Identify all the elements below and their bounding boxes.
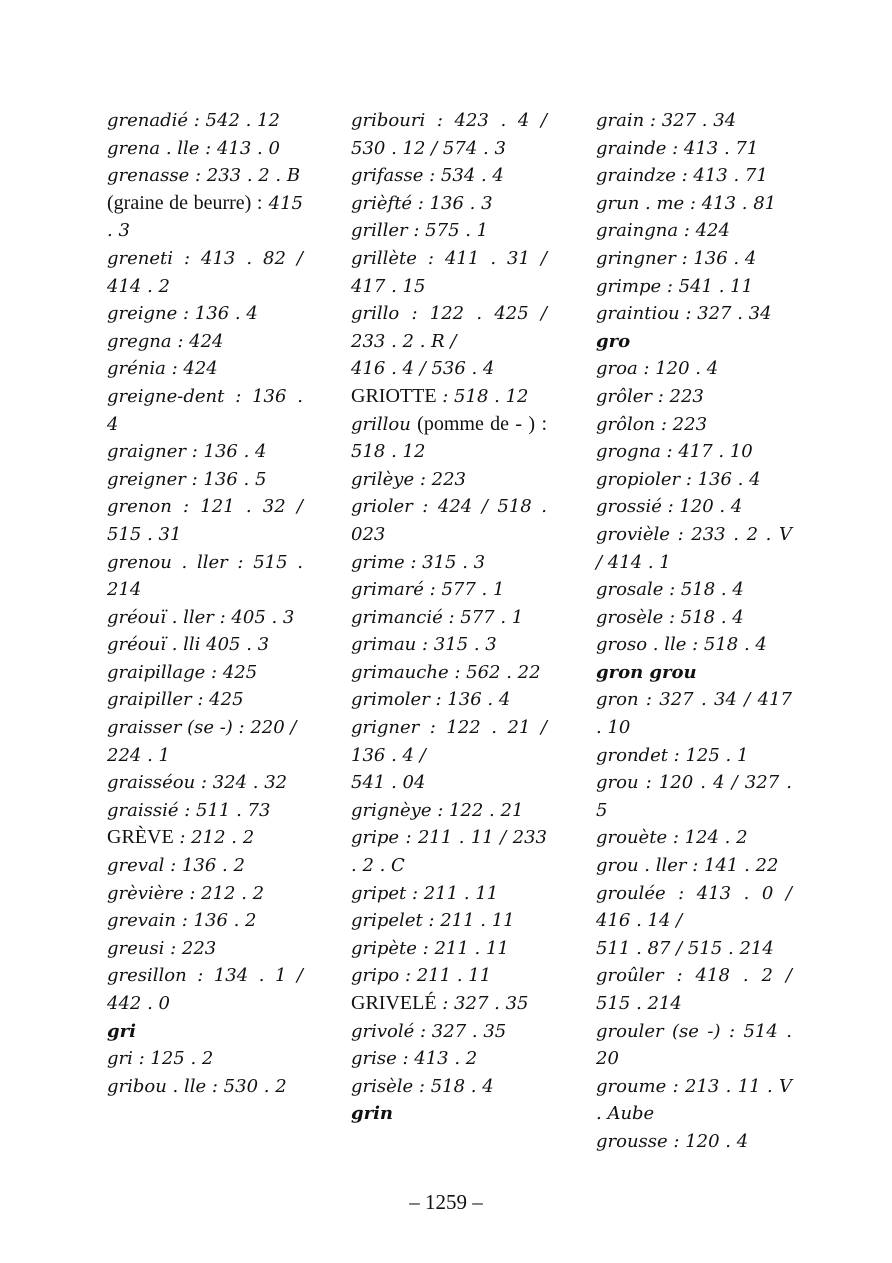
entry-gloss: (graine de beurre) : xyxy=(107,191,263,214)
index-entry xyxy=(351,686,547,714)
entry-text: greval : 136 . 2 xyxy=(107,855,245,877)
index-entry xyxy=(107,631,303,659)
index-entry xyxy=(596,466,792,494)
entry-term-caps: GRIOTTE xyxy=(351,384,437,407)
index-entry xyxy=(107,355,303,383)
entry-text: grimaré : 577 . 1 xyxy=(351,579,505,601)
index-entry xyxy=(107,190,303,245)
entry-text: grénia : 424 xyxy=(107,358,218,380)
entry-text: greneti : 413 . 82 / 414 . 2 xyxy=(107,247,303,297)
entry-text: gri : 125 . 2 xyxy=(107,1048,214,1070)
entry-text: grimauche : 562 . 22 xyxy=(351,661,541,683)
entry-text: grogna : 417 . 10 xyxy=(596,441,753,463)
index-entry xyxy=(596,300,792,328)
entry-text: graisséou : 324 . 32 xyxy=(107,772,288,794)
index-entry xyxy=(107,328,303,356)
entry-text: grilèye : 223 xyxy=(351,468,466,490)
entry-text: grimancié : 577 . 1 xyxy=(351,606,524,628)
entry-text: groume : 213 . 11 . V . Aube xyxy=(596,1075,792,1125)
entry-text: grifasse : 534 . 4 xyxy=(351,165,504,187)
column-3 xyxy=(596,107,792,1156)
entry-text: grimoler : 136 . 4 xyxy=(351,689,511,711)
index-entry xyxy=(107,1073,303,1101)
entry-text: greigner : 136 . 5 xyxy=(107,468,267,490)
index-entry xyxy=(351,549,547,577)
index-entry xyxy=(596,162,792,190)
index-entry xyxy=(107,742,303,770)
index-entry xyxy=(107,135,303,163)
entry-text: gribouri : 423 . 4 / 530 . 12 / 574 . 3 xyxy=(351,110,547,159)
entry-text: grevain : 136 . 2 xyxy=(107,910,257,932)
index-entry xyxy=(596,135,792,163)
index-entry xyxy=(596,824,792,852)
index-entry xyxy=(351,190,547,218)
entry-text: gribou . lle : 530 . 2 xyxy=(107,1075,287,1097)
index-entry xyxy=(596,576,792,604)
entry-text: gregna : 424 xyxy=(107,330,224,352)
entry-text: grainde : 413 . 71 xyxy=(596,137,759,159)
index-entry xyxy=(596,1128,792,1156)
index-entry xyxy=(107,686,303,714)
index-entry xyxy=(596,935,792,963)
index-entry xyxy=(596,604,792,632)
entry-text: gropioler : 136 . 4 xyxy=(596,468,761,490)
entry-text: grimpe : 541 . 11 xyxy=(596,275,754,297)
entry-text: grôlon : 223 xyxy=(596,413,708,435)
entry-text: graintiou : 327 . 34 xyxy=(596,303,772,325)
index-entry xyxy=(351,990,547,1018)
index-entry xyxy=(351,631,547,659)
entry-text: : 518 . 12 xyxy=(436,385,529,407)
index-entry xyxy=(107,604,303,632)
index-entry xyxy=(107,549,303,604)
entry-text: grovièle : 233 . 2 . V / 414 . 1 xyxy=(596,523,792,573)
index-entry xyxy=(107,769,303,797)
index-entry xyxy=(351,493,547,548)
entry-text: grouète : 124 . 2 xyxy=(596,827,748,849)
index-entry xyxy=(596,383,792,411)
index-entry xyxy=(351,107,547,162)
entry-text: gripo : 211 . 11 xyxy=(351,965,492,987)
entry-text: graissié : 511 . 73 xyxy=(107,799,271,821)
entry-term-caps: GRIVELÉ xyxy=(351,992,437,1014)
entry-text: grigner : 122 . 21 / 136 . 4 / xyxy=(351,717,547,766)
entry-text: greigne-dent : 136 . 4 xyxy=(107,385,303,435)
entry-text: groa : 120 . 4 xyxy=(596,358,719,380)
entry-text: grosèle : 518 . 4 xyxy=(596,606,744,628)
entry-text: graindze : 413 . 71 xyxy=(596,165,768,187)
entry-text: grèvière : 212 . 2 xyxy=(107,882,265,904)
entry-text: grousse : 120 . 4 xyxy=(596,1130,749,1152)
entry-text: greigne : 136 . 4 xyxy=(107,303,258,325)
index-entry xyxy=(107,935,303,963)
section-heading: gron grou xyxy=(596,661,697,683)
index-entry xyxy=(351,659,547,687)
entry-text: grisèle : 518 . 4 xyxy=(351,1075,494,1097)
index-entry xyxy=(351,880,547,908)
index-entry xyxy=(351,466,547,494)
entry-text: grenon : 121 . 32 / 515 . 31 xyxy=(107,496,303,545)
entry-text: gréouï . ller : 405 . 3 xyxy=(107,606,295,628)
entry-text: grivolé : 327 . 35 xyxy=(351,1020,507,1042)
index-entry xyxy=(596,411,792,439)
index-entry xyxy=(596,742,792,770)
index-entry xyxy=(596,438,792,466)
section-heading: gro xyxy=(596,330,631,352)
index-entry xyxy=(351,1045,547,1073)
index-entry xyxy=(107,493,303,548)
entry-text: graipiller : 425 xyxy=(107,689,244,711)
entry-text: grouler (se -) : 514 . 20 xyxy=(596,1020,792,1070)
entry-text: gripe : 211 . 11 / 233 . 2 . C xyxy=(351,827,547,877)
column-2 xyxy=(351,107,547,1128)
entry-text: grena . lle : 413 . 0 xyxy=(107,137,280,159)
entry-text: grillète : 411 . 31 / 417 . 15 xyxy=(351,247,547,297)
index-entry xyxy=(596,769,792,824)
page-number: – 1259 – xyxy=(409,1190,483,1214)
entry-text: grioler : 424 / 518 . 023 xyxy=(351,496,547,545)
index-entry xyxy=(351,576,547,604)
index-entry xyxy=(596,273,792,301)
index-entry xyxy=(351,935,547,963)
entry-text: groso . lle : 518 . 4 xyxy=(596,634,767,656)
index-entry xyxy=(596,107,792,135)
index-entry xyxy=(107,659,303,687)
index-entry xyxy=(107,162,303,190)
index-entry xyxy=(107,107,303,135)
entry-text: grenadié : 542 . 12 xyxy=(107,110,280,131)
entry-text: grou . ller : 141 . 22 xyxy=(596,855,779,877)
index-entry xyxy=(107,797,303,825)
entry-text: : 327 . 35 xyxy=(436,993,529,1014)
index-entry xyxy=(351,300,547,355)
index-entry xyxy=(596,962,792,1017)
entry-text: gripet : 211 . 11 xyxy=(351,882,499,904)
entry-text: grignèye : 122 . 21 xyxy=(351,799,524,821)
entry-text: griller : 575 . 1 xyxy=(351,220,489,242)
index-entry xyxy=(351,1073,547,1101)
index-entry xyxy=(351,824,547,879)
index-entry xyxy=(107,438,303,466)
entry-text: graisser (se -) : 220 / xyxy=(107,717,297,739)
entry-text: graingna : 424 xyxy=(596,220,730,242)
entry-text: grime : 315 . 3 xyxy=(351,551,486,573)
entry-text: graipillage : 425 xyxy=(107,661,258,683)
index-entry xyxy=(107,245,303,300)
entry-text: 224 . 1 xyxy=(107,744,170,766)
entry-text: grillou xyxy=(351,413,411,435)
index-entry xyxy=(107,383,303,438)
entry-text: grillo : 122 . 425 / 233 . 2 . R / xyxy=(351,303,547,352)
entry-text: grun . me : 413 . 81 xyxy=(596,192,777,214)
index-entry xyxy=(596,190,792,218)
entry-text: grimau : 315 . 3 xyxy=(351,634,497,656)
section-heading: gri xyxy=(107,1020,136,1042)
entry-term-caps: GRÈVE xyxy=(107,826,174,849)
section-heading: grin xyxy=(351,1103,393,1125)
entry-text: grondet : 125 . 1 xyxy=(596,744,749,766)
column-1 xyxy=(107,107,303,1100)
entry-text: 415 . 3 xyxy=(107,192,303,242)
index-entry xyxy=(107,880,303,908)
entry-text: gresillon : 134 . 1 / 442 . 0 xyxy=(107,965,303,1014)
index-entry xyxy=(107,714,303,742)
index-entry xyxy=(351,411,547,466)
entry-text: gron : 327 . 34 / 417 . 10 xyxy=(596,689,792,739)
entry-text: grosale : 518 . 4 xyxy=(596,579,744,601)
index-entry xyxy=(351,217,547,245)
index-entry xyxy=(351,355,547,383)
entry-text: groûler : 418 . 2 / 515 . 214 xyxy=(596,965,792,1014)
entry-text: gripète : 211 . 11 xyxy=(351,937,509,959)
index-entry xyxy=(351,1018,547,1046)
entry-text: grôler : 223 xyxy=(596,385,704,407)
index-entry xyxy=(351,383,547,411)
index-entry xyxy=(351,714,547,769)
index-entry xyxy=(596,521,792,576)
entry-text: gréouï . lli 405 . 3 xyxy=(107,634,270,656)
index-entry xyxy=(596,1073,792,1128)
index-entry xyxy=(351,962,547,990)
index-entry xyxy=(351,604,547,632)
index-entry xyxy=(351,245,547,300)
entry-text: grise : 413 . 2 xyxy=(351,1048,478,1070)
index-entry xyxy=(596,686,792,741)
entry-text: grou : 120 . 4 / 327 . 5 xyxy=(596,772,792,821)
index-entry xyxy=(107,466,303,494)
entry-text: 518 . 12 xyxy=(351,441,426,463)
index-entry xyxy=(107,852,303,880)
entry-gloss: (pomme de - ) : xyxy=(410,412,547,435)
entry-text: groulée : 413 . 0 / 416 . 14 / xyxy=(596,882,792,932)
index-entry xyxy=(596,1018,792,1073)
entry-text: grièfté : 136 . 3 xyxy=(351,192,493,214)
entry-text: : 212 . 2 xyxy=(173,827,255,849)
index-entry xyxy=(107,824,303,852)
index-entry xyxy=(351,769,547,797)
index-entry xyxy=(107,907,303,935)
index-entry xyxy=(107,300,303,328)
index-entry xyxy=(351,907,547,935)
index-entry xyxy=(107,962,303,1017)
entry-text: 541 . 04 xyxy=(351,772,426,794)
entry-text: grain : 327 . 34 xyxy=(596,110,737,131)
index-entry xyxy=(596,631,792,659)
index-entry xyxy=(596,880,792,935)
entry-text: 416 . 4 / 536 . 4 xyxy=(351,358,495,380)
index-entry xyxy=(596,852,792,880)
entry-text: gringner : 136 . 4 xyxy=(596,247,757,269)
entry-text: grossié : 120 . 4 xyxy=(596,496,743,518)
entry-text: gripelet : 211 . 11 xyxy=(351,910,515,932)
entry-text: greusi : 223 xyxy=(107,937,217,959)
index-entry xyxy=(351,797,547,825)
entry-text: grenou . ller : 515 . 214 xyxy=(107,551,303,601)
index-entry xyxy=(351,162,547,190)
index-entry xyxy=(596,355,792,383)
entry-text: graigner : 136 . 4 xyxy=(107,441,267,463)
index-entry xyxy=(596,245,792,273)
index-entry xyxy=(107,1045,303,1073)
index-entry xyxy=(596,493,792,521)
index-entry xyxy=(596,217,792,245)
entry-text: grenasse : 233 . 2 . B xyxy=(107,165,301,187)
entry-text: 511 . 87 / 515 . 214 xyxy=(596,937,774,959)
